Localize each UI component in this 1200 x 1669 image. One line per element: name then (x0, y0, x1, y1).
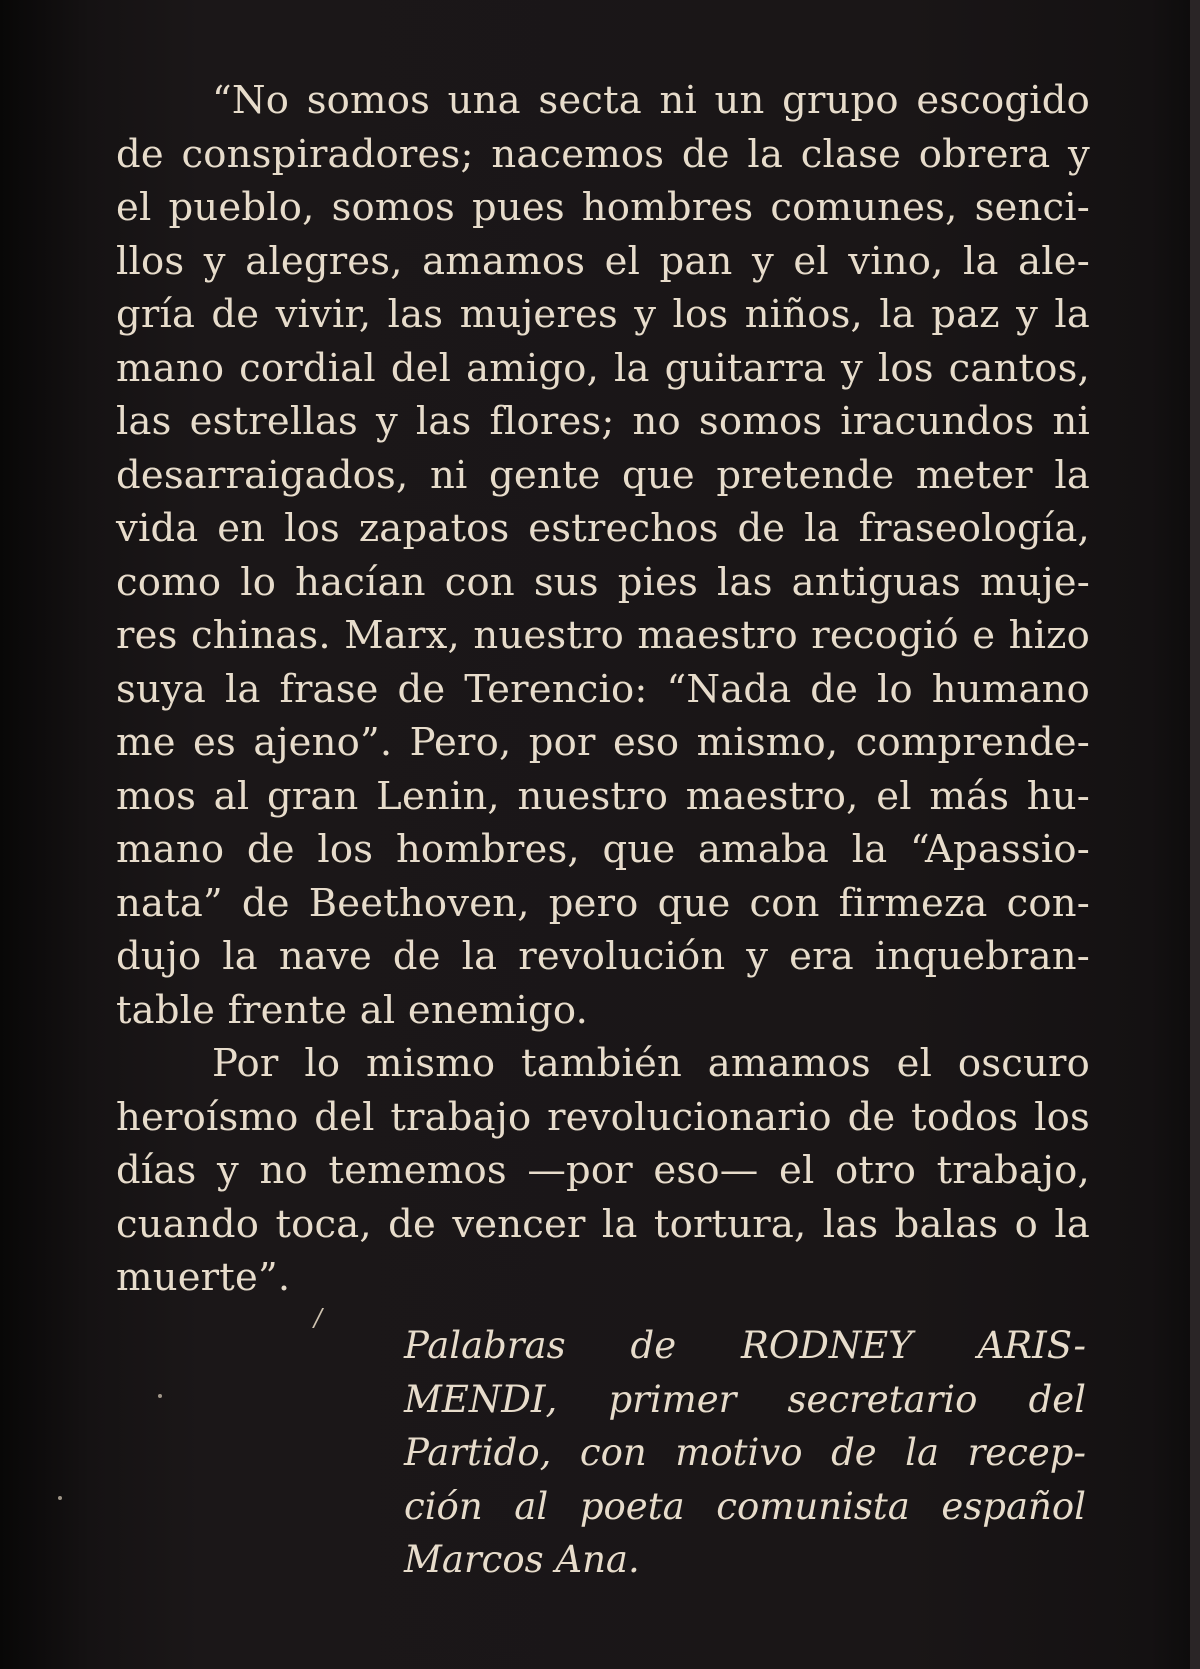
attribution-line: MENDI, primer secretario del (404, 1377, 1086, 1421)
quote-line: como lo hacían con sus pies las antiguas muje- (116, 559, 1090, 605)
quote-line: gría de vivir, las mujeres y los niños, la paz y la (116, 292, 1090, 337)
quote-line: las estrellas y las flores; no somos iracundos ni (116, 399, 1090, 444)
quote-line: Por lo mismo también amamos el oscuro (212, 1041, 1090, 1086)
attribution (404, 1319, 1086, 1587)
attribution-line: ción al poeta comunista español (404, 1484, 1086, 1528)
page-edge (1190, 0, 1200, 1669)
quote-line: días y no tememos —por eso— el otro trabajo, (116, 1148, 1090, 1193)
quote-line: desarraigados, ni gente que pretende meter la (116, 452, 1090, 498)
quote-line: mano de los hombres, que amaba la “Apassio- (116, 827, 1090, 872)
quote-line: heroísmo del trabajo revolucionario de todos los (116, 1094, 1090, 1140)
quote-line: mos al gran Lenin, nuestro maestro, el más hu- (116, 773, 1090, 819)
quote-line: suya la frase de Terencio: “Nada de lo humano (116, 666, 1090, 712)
quote-line: “No somos una secta ni un grupo escogido (212, 78, 1090, 123)
quote-text (116, 74, 1090, 1305)
quote-line: me es ajeno”. Pero, por eso mismo, comprende- (116, 720, 1090, 765)
quote-line: cuando toca, de vencer la tortura, las balas o la (116, 1201, 1090, 1247)
quote-line: table frente al enemigo. (116, 987, 589, 1033)
dust-speck (58, 1496, 62, 1500)
attribution-line: Marcos Ana. (404, 1538, 640, 1581)
quote-line: res chinas. Marx, nuestro maestro recogió e hizo (116, 613, 1090, 658)
quote-line: mano cordial del amigo, la guitarra y los cantos, (116, 345, 1090, 391)
dust-speck (158, 1394, 162, 1398)
quote-line: el pueblo, somos pues hombres comunes, senci- (116, 185, 1090, 230)
quote-line: llos y alegres, amamos el pan y el vino, la ale- (116, 238, 1090, 284)
quote-line: muerte”. (116, 1255, 291, 1300)
quote-line: vida en los zapatos estrechos de la fraseología, (116, 506, 1090, 551)
ink-mark: / (314, 1304, 323, 1332)
quote-line: dujo la nave de la revolución y era inquebran- (116, 934, 1090, 979)
attribution-line: Partido, con motivo de la recep- (404, 1431, 1086, 1474)
quote-line: de conspiradores; nacemos de la clase obrera y (116, 131, 1090, 177)
quote-line: nata” de Beethoven, pero que con firmeza con- (116, 880, 1090, 926)
attribution-line: Palabras de RODNEY ARIS- (404, 1324, 1086, 1367)
